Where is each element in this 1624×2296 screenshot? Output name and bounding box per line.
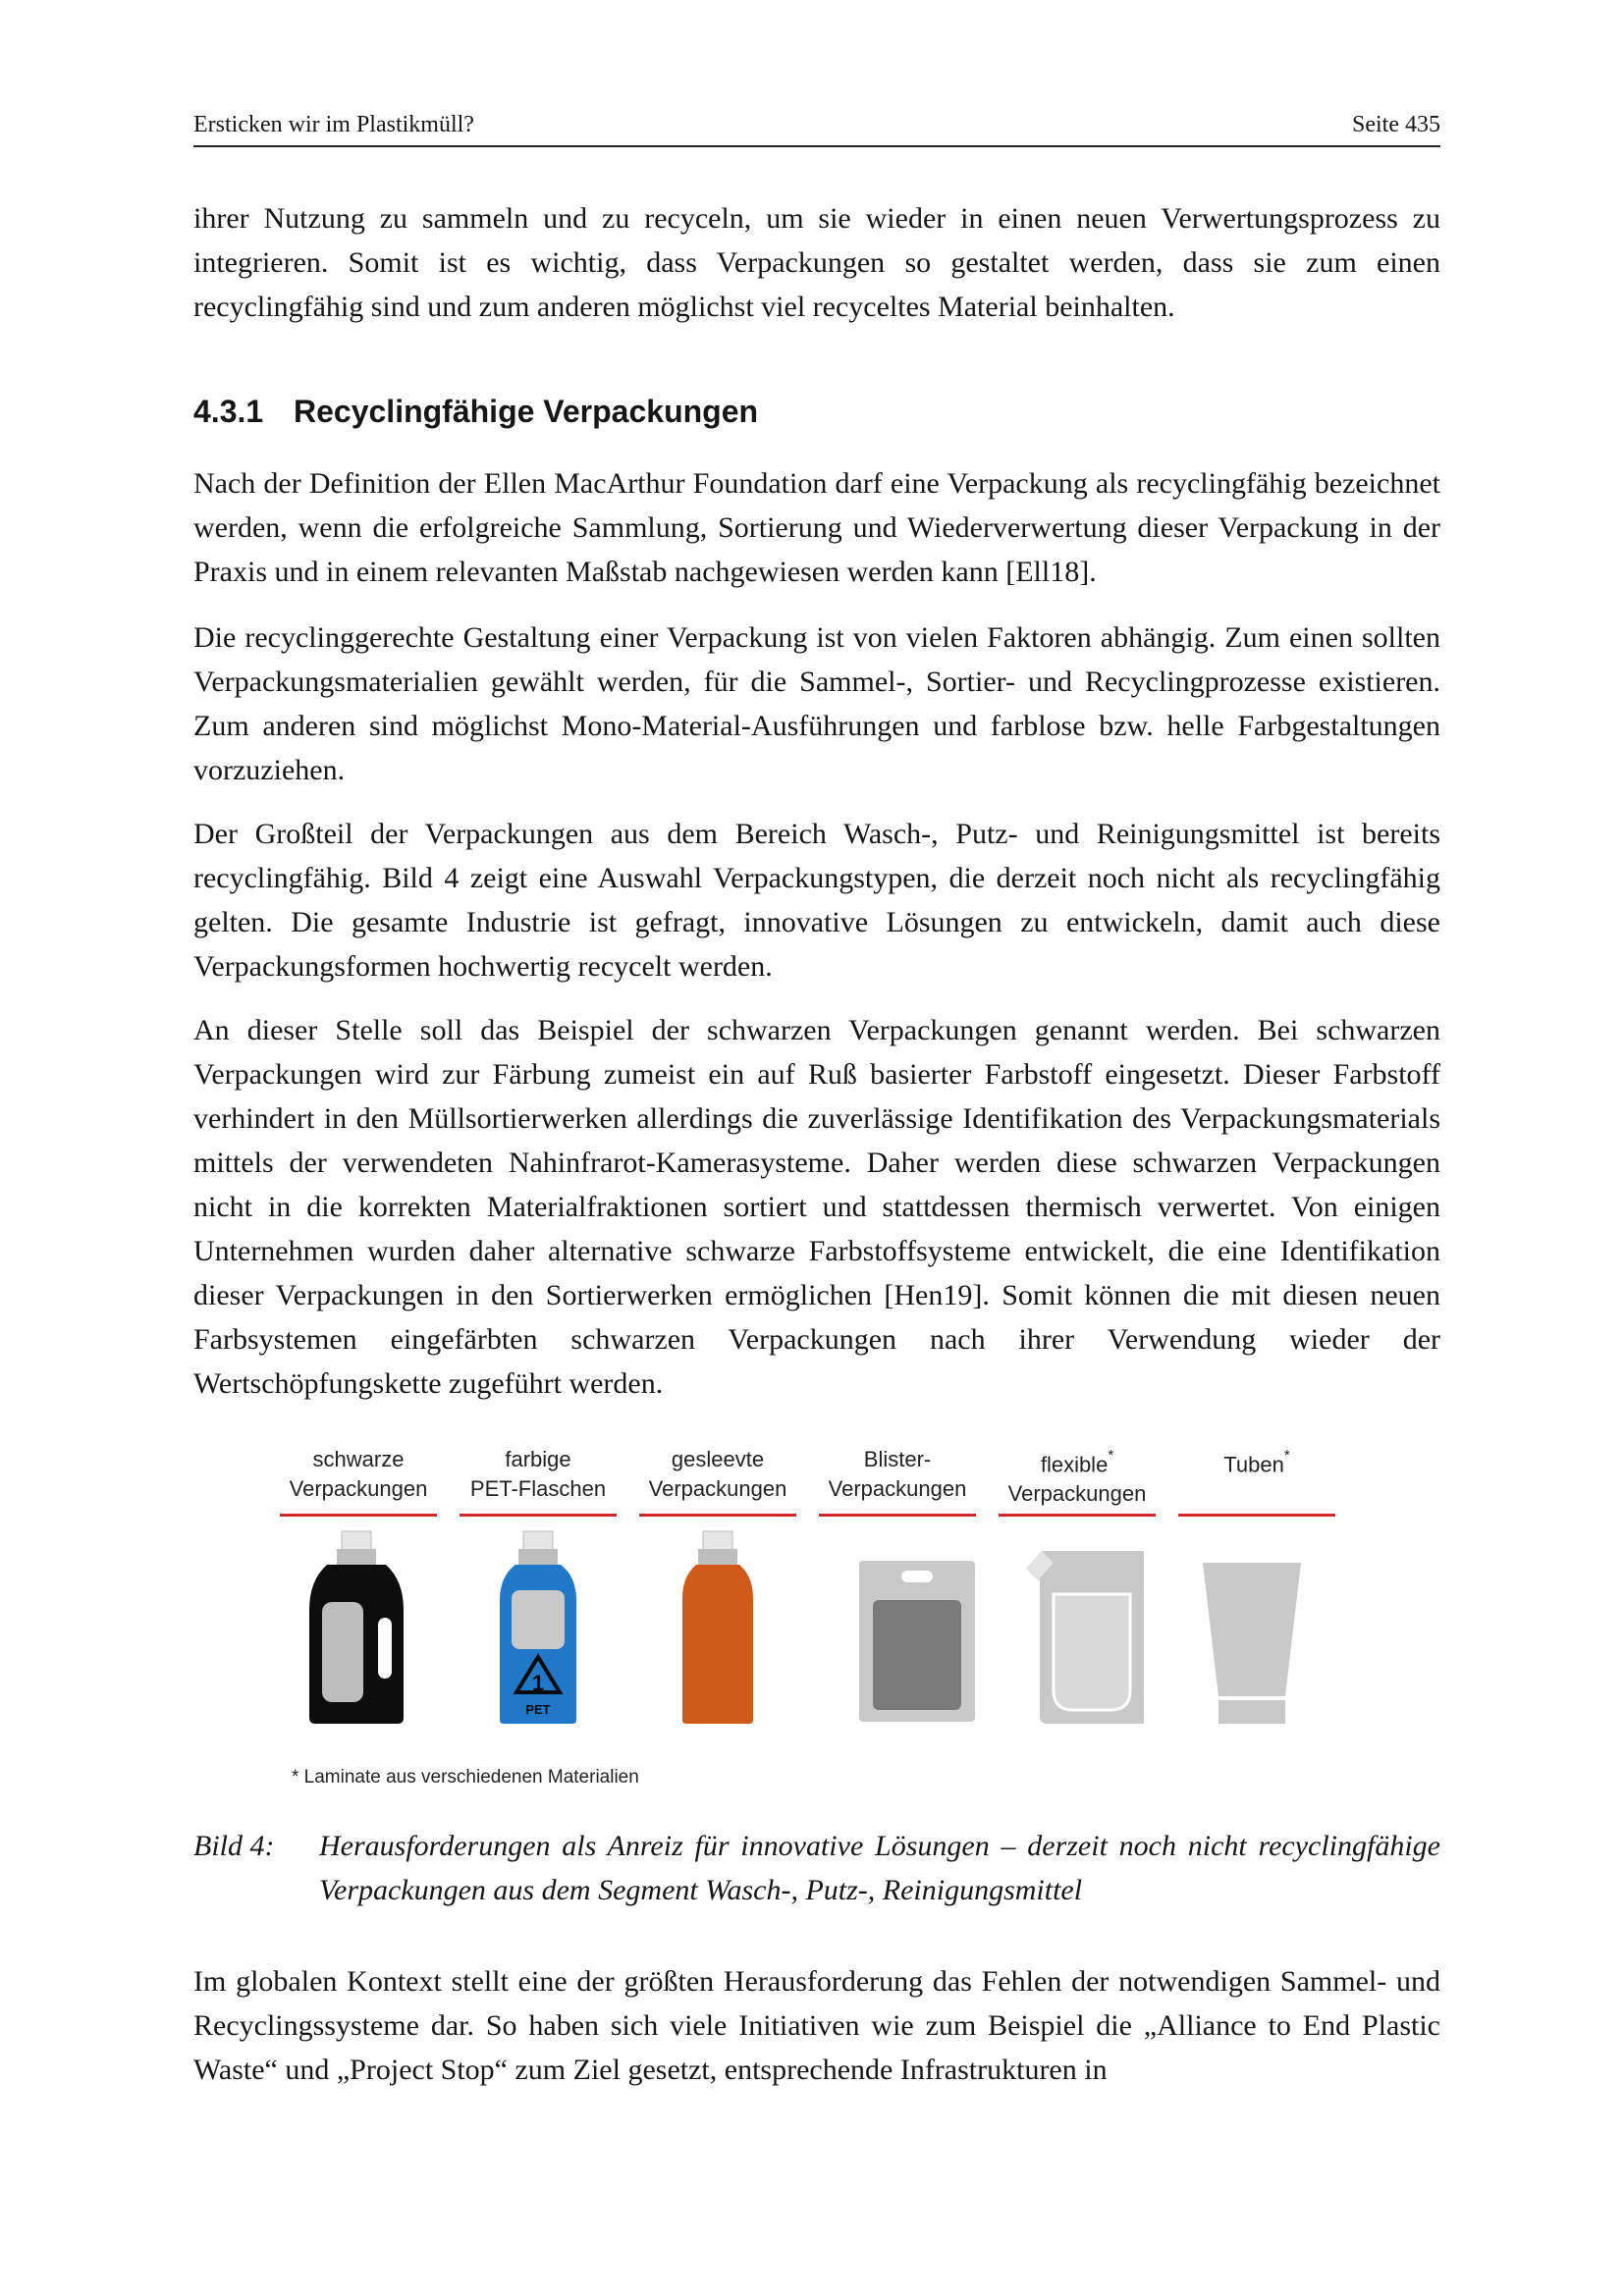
packaging-figure <box>280 1433 1360 1806</box>
pet-bottle-icon <box>500 1531 576 1724</box>
caption-label: Bild 4: <box>193 1830 275 1862</box>
body-paragraph-block-1 <box>193 461 1440 594</box>
body-paragraph-block-4 <box>193 1008 1440 1406</box>
figure-label-black: schwarze Verpackungen <box>289 1447 428 1501</box>
tube-icon <box>1203 1563 1301 1724</box>
section-title: Recyclingfähige Verpackungen <box>294 394 759 429</box>
packaging-illustrations <box>280 1433 1360 1728</box>
figure-label-flexible: flexible* Verpackungen <box>1007 1447 1147 1507</box>
body-paragraph-3: Der Großteil der Verpackungen aus dem Bereich Wasch-, Putz- und Reinigungsmittel ist bereits recyclingfähig. Bild 4 zeigt eine Auswahl Verpackungstypen, die derzeit noch nicht als recyclingfähig gelten. Die gesamte Industrie ist gefragt, innovative Lösungen zu entwickeln, damit auch diese Verpackungsformen hochwertig recycelt werden. <box>193 818 1440 983</box>
figure-label-pet: farbige PET-Flaschen <box>469 1447 607 1501</box>
body-paragraph-4: An dieser Stelle soll das Beispiel der schwarzen Verpackungen genannt werden. Bei schwarzen Verpackungen wird zur Färbung zumeist ein auf Ruß basierter Farbstoff eingesetzt. Dieser Farbstoff verhindert in den Müllsortierwerken allerdings die zuverlässige Identifikation des Verpackungsmaterials mittels der verwendeten Nahinfrarot-Kamerasysteme. Daher werden diese schwarzen Verpackungen nicht in die korrekten Materialfraktionen sortiert und stattdessen thermisch verwertet. Von einigen Unternehmen wurden daher alternative schwarze Farbstoffsysteme entwickelt, die eine Identifikation dieser Verpackungen in den Sortierwerken ermöglichen [Hen19]. Somit können die mit diesen neuen Farbsystemen eingefärbten schwarzen Verpackungen nach ihrer Verwendung wieder der Wertschöpfungskette zugeführt werden. <box>193 1014 1440 1400</box>
figure-label-blister: Blister- Verpackungen <box>828 1447 967 1501</box>
black-bottle-icon <box>309 1531 404 1724</box>
body-paragraph-block-3 <box>193 812 1440 988</box>
figure-label-sleeved: gesleevte Verpackungen <box>648 1447 787 1501</box>
figure-label-tubes: Tuben* <box>1223 1447 1290 1477</box>
section-number: 4.3.1 <box>193 394 264 429</box>
running-header <box>193 110 1440 147</box>
body-paragraph-1: Nach der Definition der Ellen MacArthur Foundation darf eine Verpackung als recyclingfähig bezeichnet werden, wenn die erfolgreiche Sammlung, Sortierung und Wiederverwertung dieser Verpackung in der Praxis und in einem relevanten Maßstab nachgewiesen werden kann [Ell18]. <box>193 467 1440 588</box>
header-title: Ersticken wir im Plastikmüll? <box>193 112 474 137</box>
header-page-number: Seite 435 <box>1352 112 1440 137</box>
svg-text:PET: PET <box>525 1702 551 1717</box>
closing-paragraph-block <box>193 1959 1440 2092</box>
sleeved-bottle-icon <box>682 1531 753 1724</box>
blister-pack-icon <box>859 1561 975 1722</box>
caption-text: Herausforderungen als Anreiz für innovative Lösungen – derzeit noch nicht recyclingfähige Verpackungen aus dem Segment Wasch-, Putz-, Reinigungsmittel <box>319 1830 1440 1906</box>
intro-paragraph: ihrer Nutzung zu sammeln und zu recyceln, um sie wieder in einen neuen Verwertungsprozess zu integrieren. Somit ist es wichtig, dass Verpackungen so gestaltet werden, dass sie zum einen recyclingfähig sind und zum anderen möglichst viel recyceltes Material beinhalten. <box>193 202 1440 323</box>
svg-text:1: 1 <box>531 1671 545 1695</box>
intro-paragraph-block <box>193 196 1440 329</box>
figure-footnote: * Laminate aus verschiedenen Materialien <box>292 1767 639 1788</box>
body-paragraph-block-2 <box>193 615 1440 792</box>
closing-paragraph: Im globalen Kontext stellt eine der größten Herausforderung das Fehlen der notwendigen Sammel- und Recyclingssysteme dar. So haben sich viele Initiativen wie zum Beispiel die „Alliance to End Plastic Waste“ und „Project Stop“ zum Ziel gesetzt, entsprechende Infrastrukturen in <box>193 1965 1440 2086</box>
flexible-pouch-icon <box>1026 1551 1144 1724</box>
body-paragraph-2: Die recyclinggerechte Gestaltung einer Verpackung ist von vielen Faktoren abhängig. Zum einen sollten Verpackungsmaterialien gewählt werden, für die Sammel-, Sortier- und Recyclingprozesse existieren. Zum anderen sind möglichst Mono-Material-Ausführungen und farblose bzw. helle Farbgestaltungen vorzuziehen. <box>193 621 1440 786</box>
section-heading <box>193 394 758 430</box>
